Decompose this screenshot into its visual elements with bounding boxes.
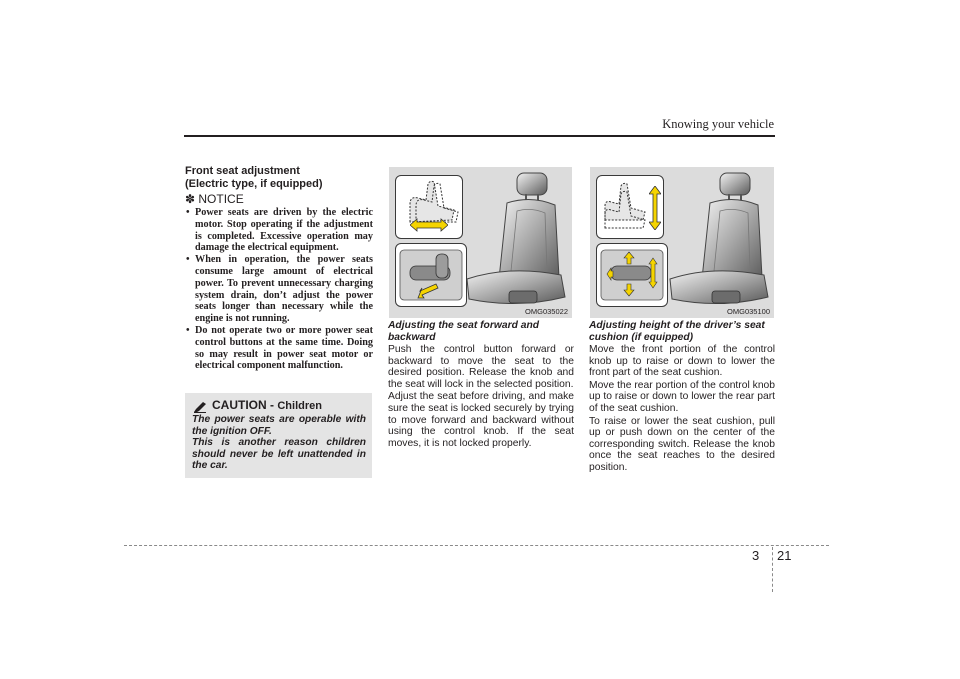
page-number: 21 <box>777 548 792 563</box>
seat-switch-icon <box>396 244 466 306</box>
header-rule <box>184 135 775 137</box>
figure2-body <box>589 344 775 475</box>
paragraph: Move the front portion of the control knob up to raise or down to lower the front part of the seat cushion. <box>589 344 775 379</box>
caution-text <box>192 414 366 472</box>
control-switch-inset <box>596 243 668 307</box>
notice-item: • Power seats are driven by the electric motor. Stop operating if the adjustment is completed. Excessive operation may damage the electrical equipment. <box>185 207 373 254</box>
section-title-line2: (Electric type, if equipped) <box>185 178 323 190</box>
paragraph: Push the control button forward or backward to move the seat to the desired position. Release the knob and the seat will lock in the selected position. <box>388 344 574 390</box>
notice-heading: ✽ NOTICE <box>185 192 244 206</box>
caution-line: The power seats are operable with the ignition OFF. <box>192 414 366 437</box>
section-title <box>185 165 385 191</box>
figure-id: OMG035022 <box>525 307 568 316</box>
paragraph: To raise or lower the seat cushion, pull up or push down on the center of the corresponding switch. Release the knob once the seat reaches to the desired position. <box>589 415 775 473</box>
running-header: Knowing your vehicle <box>662 117 774 131</box>
notice-list <box>185 207 373 372</box>
footer-divider <box>772 547 773 592</box>
figure1-caption: Adjusting the seat forward and backward <box>388 320 540 343</box>
figure-seat-height <box>590 167 774 318</box>
figure-seat-forward-backward <box>389 167 572 318</box>
pencil-icon <box>193 401 207 413</box>
chapter-number: 3 <box>752 548 760 563</box>
notice-item: • Do not operate two or more power seat control buttons at the same time. Doing so may result in power seat motor or electrical component malfunction. <box>185 325 373 372</box>
caution-heading <box>212 398 322 412</box>
figure1-body <box>388 344 574 450</box>
figure-id: OMG035100 <box>727 307 770 316</box>
notice-item: • When in operation, the power seats consume large amount of electrical power. To prevent unnecessary charging system drain, don’t adjust the power seats longer than necessary while the engine is not running. <box>185 254 373 325</box>
paragraph: Adjust the seat before driving, and make sure the seat is locked securely by trying to move forward and backward without using the control knob. If the seat moves, it is not locked properly. <box>388 391 574 449</box>
caution-line: This is another reason children should never be left unattended in the car. <box>192 437 366 471</box>
caution-box <box>185 393 372 478</box>
up-down-arrow-icon <box>649 186 661 230</box>
control-switch-inset <box>395 243 467 307</box>
footer-rule <box>124 545 829 546</box>
forward-backward-arrow-icon <box>410 218 448 232</box>
figure2-caption: Adjusting height of the driver’s seat cushion (if equipped) <box>589 320 765 343</box>
seat-height-inset <box>596 175 664 239</box>
caution-label: CAUTION - <box>212 398 274 412</box>
section-title-line1: Front seat adjustment <box>185 165 300 177</box>
seat-switch-icon <box>597 244 667 306</box>
caution-subject: Children <box>277 400 322 412</box>
paragraph: Move the rear portion of the control knob up to raise or down to lower the rear part of the seat cushion. <box>589 379 775 414</box>
seat-movement-inset <box>395 175 463 239</box>
